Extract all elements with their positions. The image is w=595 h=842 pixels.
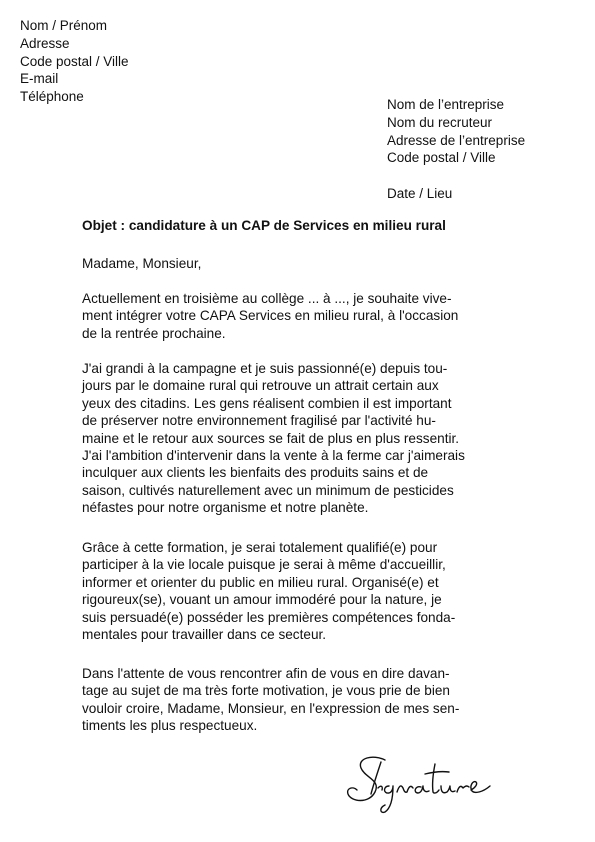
body-line: suis persuadé(e) posséder les premières compétences fonda- <box>82 609 456 625</box>
date-place: Date / Lieu <box>387 185 453 201</box>
body-line: néfastes pour notre organisme et notre planète. <box>82 500 369 516</box>
body-line: participer à la vie locale puisque je serai à même d'accueillir, <box>82 557 446 573</box>
letter-subject: Objet : candidature à un CAP de Services en milieu rural <box>82 218 446 233</box>
body-line: tage au sujet de ma très forte motivation, je vous prie de bien <box>82 683 450 699</box>
recipient-block <box>387 96 525 203</box>
body-line: J'ai l'ambition d'intervenir dans la vente à la ferme car j'aimerais <box>82 448 465 464</box>
body-line: saison, cultivés naturellement avec un minimum de pesticides <box>82 482 454 498</box>
body-paragraph-intro <box>82 290 522 342</box>
body-line: vouloir croire, Madame, Monsieur, en l'expression de mes sen- <box>82 700 460 716</box>
body-line: J'ai grandi à la campagne et je suis passionné(e) depuis tou- <box>82 361 448 376</box>
recipient-company: Nom de l’entreprise <box>387 97 505 112</box>
recipient-recruiter: Nom du recruteur <box>387 114 493 130</box>
body-paragraph-closing <box>82 665 522 735</box>
recipient-address: Adresse de l’entreprise <box>387 132 526 148</box>
body-line: inculquer aux clients les bienfaits des produits sains et de <box>82 465 429 481</box>
sender-postal-city: Code postal / Ville <box>20 53 129 69</box>
body-line: jours par le domaine rural qui retrouve un attrait certain aux <box>82 378 439 394</box>
sender-block <box>20 17 129 106</box>
salutation: Madame, Monsieur, <box>82 256 202 271</box>
body-line: de la rentrée prochaine. <box>82 325 226 341</box>
body-line: ment intégrer votre CAPA Services en milieu rural, à l'occasion <box>82 308 459 324</box>
sender-address: Adresse <box>20 35 70 51</box>
body-line: de préserver notre environnement fragilisé par l'activité hu- <box>82 413 436 429</box>
body-line: timents les plus respectueux. <box>82 718 258 734</box>
body-line: mentales pour travailler dans ce secteur. <box>82 627 327 643</box>
body-line: Dans l'attente de vous rencontrer afin de vous en dire davan- <box>82 666 450 681</box>
sender-phone: Téléphone <box>20 89 84 105</box>
body-line: Actuellement en troisième au collège ... à ..., je souhaite vive- <box>82 291 452 306</box>
recipient-postal-city: Code postal / Ville <box>387 150 496 166</box>
sender-email: E-mail <box>20 71 59 87</box>
signature-text: Signature <box>345 818 350 819</box>
body-paragraph-background <box>82 360 522 517</box>
body-line: rigoureux(se), vouant un amour immodéré pour la nature, je <box>82 592 442 608</box>
body-line: Grâce à cette formation, je serai totalement qualifié(e) pour <box>82 540 438 555</box>
handwritten-signature <box>345 752 495 820</box>
sender-name: Nom / Prénom <box>20 18 108 33</box>
body-line: yeux des citadins. Les gens réalisent combien il est important <box>82 395 452 411</box>
body-line: informer et orienter du public en milieu rural. Organisé(e) et <box>82 574 439 590</box>
body-line: maine et le retour aux sources se fait de plus en plus ressentir. <box>82 430 460 446</box>
body-paragraph-training <box>82 539 522 643</box>
